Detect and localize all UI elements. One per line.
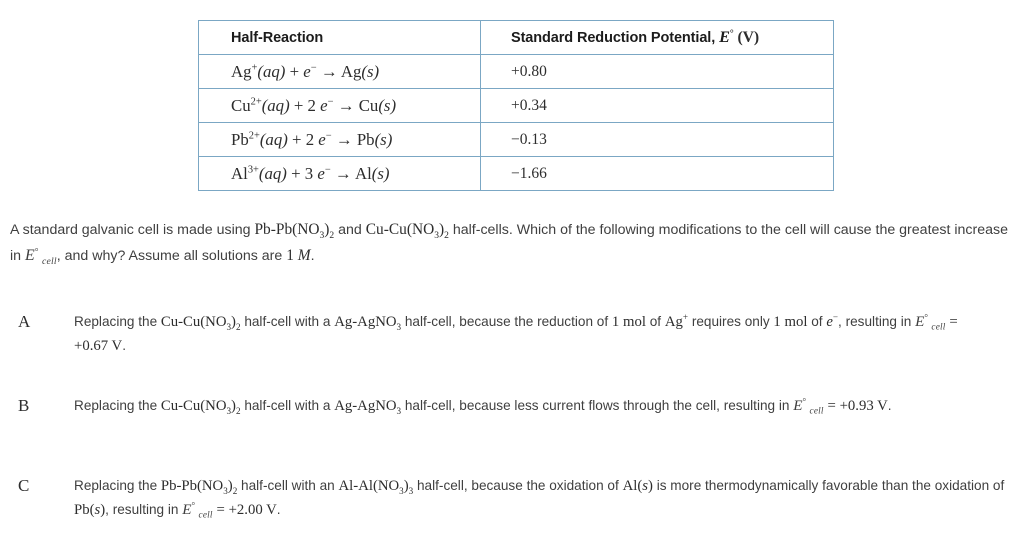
choice-segment: . — [122, 338, 126, 353]
choice-c-text — [74, 474, 1012, 522]
table-body — [199, 55, 834, 191]
e-cell-symbol: E° $_{cell}$ — [25, 247, 57, 267]
column-header-half-reaction: Half-Reaction — [199, 21, 481, 55]
electron-symbol: e− — [826, 312, 839, 330]
choice-segment: Replacing the — [74, 478, 158, 493]
potential-value-cell: +0.80 — [481, 55, 834, 89]
half-reaction-cell — [199, 89, 481, 123]
ag-half-cell-formula: Ag-AgNO$_3$ — [334, 398, 402, 416]
e-standard-symbol — [719, 30, 733, 46]
equals-sign: = — [827, 398, 836, 414]
choice-segment: . — [276, 502, 281, 517]
half-reaction-equation: $Pb^{2+}(aq) + 2$ e− → Pb(s) — [231, 129, 393, 149]
e-cell-symbol: E° $_{cell}$ — [915, 312, 946, 332]
choice-segment: requires only — [691, 314, 770, 329]
choice-segment: half-cell, because the reduction of — [404, 314, 609, 329]
choice-segment: Replacing the — [74, 398, 158, 413]
prompt-segment: and — [338, 222, 362, 238]
table-row — [199, 89, 834, 123]
half-reaction-equation: $Cu^{2+}(aq) + 2$ e− → Cu(s) — [231, 95, 397, 115]
choice-letter-a: A — [18, 312, 31, 331]
prompt-segment: , and why? Assume all solutions are — [56, 248, 283, 264]
choice-segment: Replacing the — [74, 314, 158, 329]
cell-potential-value: +0.93 V — [839, 398, 888, 414]
potential-value-cell: −0.13 — [481, 123, 834, 157]
question-prompt — [10, 217, 1010, 269]
table-row — [199, 123, 834, 157]
unit-volts: (V) — [737, 29, 760, 46]
cell-potential-value: +2.00 V — [228, 502, 277, 518]
e-cell-symbol: E° $_{cell}$ — [793, 396, 824, 416]
pb-half-cell-formula: $Pb-Pb(NO_3)_2$ — [160, 478, 238, 496]
choice-segment: half-cell with a — [244, 398, 331, 413]
e-cell-symbol: E° $_{cell}$ — [182, 500, 213, 520]
mol-amount: 1 mol — [611, 314, 646, 330]
half-reaction-equation: $Al^{3+}(aq) + 3$ e− → Al(s) — [231, 163, 390, 183]
al-half-cell-formula: $Al-Al(NO_3)_3$ — [338, 478, 414, 496]
silver-ion-formula: Ag+ — [664, 312, 689, 330]
cu-half-cell-formula: $Cu-Cu(NO_3)_2$ — [365, 221, 449, 242]
choice-a-text — [74, 310, 1012, 358]
standard-reduction-potential-table — [198, 20, 833, 191]
table-row — [199, 55, 834, 89]
prompt-segment: half-cells. Which of the following modifications to the cell will cause the greatest increase in — [10, 222, 1008, 264]
answer-choice-a[interactable] — [12, 310, 1012, 358]
molarity-value: 1 M — [286, 247, 311, 264]
cu-half-cell-formula: $Cu-Cu(NO_3)_2$ — [160, 314, 241, 332]
cell-potential-value: +0.67 V — [74, 338, 123, 354]
choice-segment: half-cell with a — [244, 314, 331, 329]
ag-half-cell-formula: Ag-AgNO$_3$ — [334, 314, 402, 332]
column-header-standard-reduction-potential — [481, 21, 834, 55]
half-reaction-equation: Ag+(aq) + e− → Ag(s) — [231, 61, 380, 81]
answer-choice-c[interactable] — [12, 474, 1012, 522]
choice-b-text — [74, 394, 1012, 418]
choice-segment: half-cell, because less current flows through the cell, resulting in — [404, 398, 790, 413]
lead-solid-formula: Pb(s) — [74, 502, 106, 518]
equals-sign: = — [216, 502, 225, 518]
choice-segment: half-cell, because the oxidation of — [417, 478, 619, 493]
half-reaction-cell — [199, 55, 481, 89]
answer-choice-b[interactable] — [12, 394, 1012, 418]
equals-sign: = — [949, 314, 958, 330]
mol-amount: 1 mol — [773, 314, 808, 330]
redox-table — [198, 20, 834, 191]
choice-letter-c: C — [18, 476, 30, 495]
choice-segment: half-cell with an — [241, 478, 335, 493]
choice-letter-b: B — [18, 396, 30, 415]
degree-symbol: ° — [729, 28, 734, 40]
potential-value-cell: −1.66 — [481, 157, 834, 191]
choice-segment: of — [649, 314, 662, 329]
choice-segment: of — [811, 314, 823, 329]
choice-segment: , resulting in — [105, 502, 179, 517]
potential-value-cell: +0.34 — [481, 89, 834, 123]
cu-half-cell-formula: $Cu-Cu(NO_3)_2$ — [160, 398, 241, 416]
half-reaction-cell — [199, 157, 481, 191]
choice-segment: . — [887, 398, 892, 413]
table-row — [199, 157, 834, 191]
prompt-segment: . — [310, 248, 315, 264]
e-symbol: E — [719, 28, 730, 46]
column-header-text: Standard Reduction Potential, — [511, 30, 716, 46]
prompt-segment: A standard galvanic cell is made using — [10, 222, 251, 238]
table-header-row — [199, 21, 834, 55]
choice-segment: , resulting in — [838, 314, 912, 329]
pb-half-cell-formula: $Pb-Pb(NO_3)_2$ — [254, 221, 335, 242]
aluminum-solid-formula: Al(s) — [622, 478, 653, 494]
choice-segment: is more thermodynamically favorable than the oxidation of — [656, 478, 1005, 493]
half-reaction-cell — [199, 123, 481, 157]
